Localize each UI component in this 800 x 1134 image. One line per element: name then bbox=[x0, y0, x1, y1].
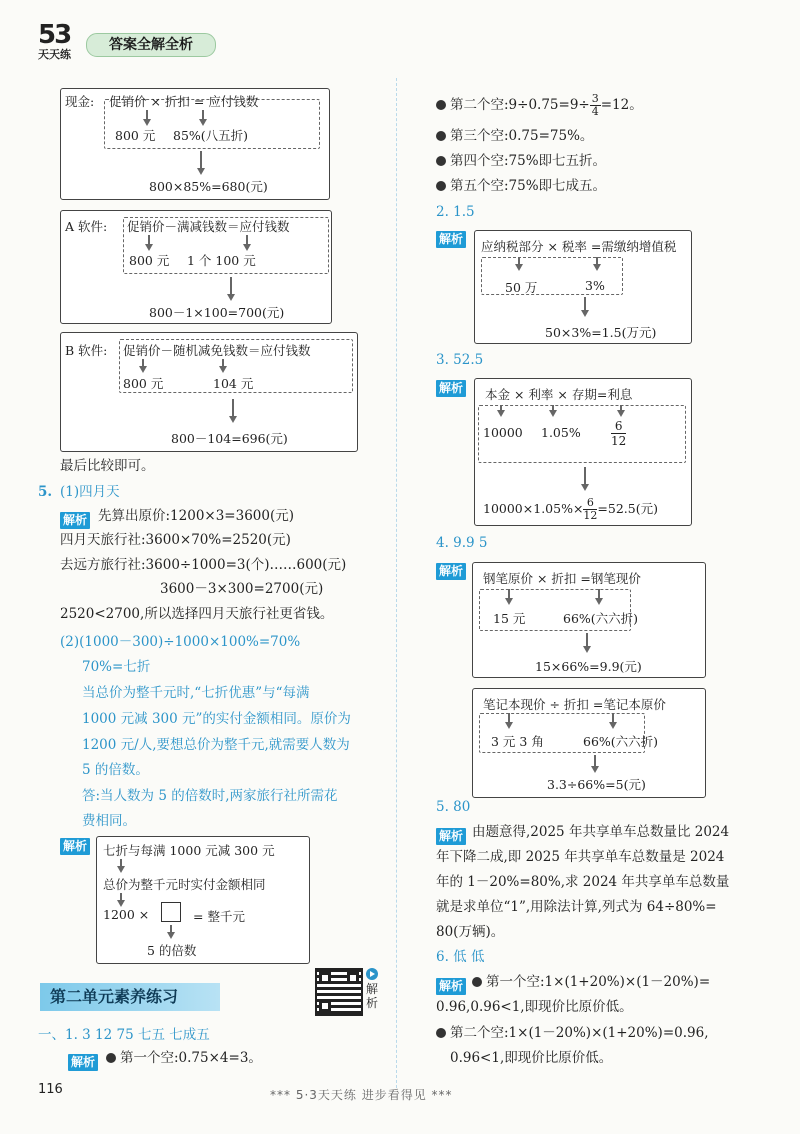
value-price: 800 元 bbox=[115, 128, 156, 143]
analysis-diagram-box bbox=[96, 836, 310, 964]
diagram-line: 1200 × bbox=[103, 907, 150, 922]
value-reduction: 1 个 100 元 bbox=[187, 253, 256, 268]
section-title-bar bbox=[40, 983, 220, 1011]
bullet-icon bbox=[436, 156, 446, 166]
compare-note: 最后比较即可。 bbox=[60, 458, 155, 474]
q6-text: 第二个空:1×(1－20%)×(1+20%)=0.96, bbox=[436, 1023, 709, 1043]
q4-answer: 4. 9.9 5 bbox=[436, 535, 488, 551]
q5-text: 年的 1－20%=80%,求 2024 年共享单车总数量 bbox=[436, 874, 730, 890]
blank-box bbox=[161, 902, 181, 922]
value: 66%(六六折) bbox=[563, 611, 639, 626]
result: 15×66%=9.9(元) bbox=[535, 659, 642, 674]
value: 3% bbox=[585, 278, 605, 293]
bullet-icon bbox=[436, 1028, 446, 1038]
analysis-tag: 解析 bbox=[60, 509, 90, 529]
tax-box bbox=[474, 230, 692, 344]
right-line: 第二个空:9÷0.75=9÷ $\frac{3}{4}$ =12。 bbox=[436, 93, 643, 118]
q5-number: 5. bbox=[38, 484, 53, 500]
fraction: $\frac{3}{4}$ bbox=[591, 92, 599, 118]
bullet-icon bbox=[472, 977, 482, 987]
diagram-line: 七折与每满 1000 元减 300 元 bbox=[103, 843, 275, 858]
solution-line: 2520<2700,所以选择四月天旅行社更省钱。 bbox=[60, 606, 334, 622]
analysis-tag: 解析 bbox=[436, 560, 466, 580]
right-line: 第四个空:75%即七五折。 bbox=[436, 151, 606, 171]
value-reduction: 104 元 bbox=[213, 376, 254, 391]
value: 50 万 bbox=[505, 280, 538, 295]
formula: 促销价－满减钱数＝应付钱数 bbox=[127, 219, 290, 234]
formula: 应纳税部分 × 税率 =需缴纳增值税 bbox=[481, 239, 677, 254]
q3-answer: 3. 52.5 bbox=[436, 352, 484, 368]
software-b-box bbox=[60, 332, 358, 452]
right-line: 第三个空:0.75=75%。 bbox=[436, 126, 593, 146]
part2-line: (2)(1000－300)÷1000×100%=70% bbox=[60, 634, 301, 650]
part2-line: 费相同。 bbox=[82, 813, 136, 829]
box-label: 现金: bbox=[65, 94, 95, 109]
box-label: B 软件: bbox=[65, 343, 108, 358]
notebook-box bbox=[472, 688, 706, 798]
answer-line: 一、1. 3 12 75 七五 七成五 bbox=[38, 1027, 210, 1043]
answer-analysis: 第一个空:0.75×4=3。 bbox=[106, 1048, 262, 1068]
part2-line: 5 的倍数。 bbox=[82, 762, 149, 778]
q6-text: 第一个空:1×(1+20%)×(1－20%)= bbox=[472, 972, 710, 992]
value: 1.05% bbox=[541, 425, 581, 440]
play-icon[interactable] bbox=[366, 968, 378, 980]
result: 800－104=696(元) bbox=[171, 431, 288, 446]
formula: 钢笔原价 × 折扣 =钢笔现价 bbox=[483, 571, 641, 586]
software-a-box bbox=[60, 210, 332, 324]
bullet-icon bbox=[436, 181, 446, 191]
q5-text: 80(万辆)。 bbox=[436, 924, 505, 940]
bullet-icon bbox=[106, 1053, 116, 1063]
part2-line: 70%=七折 bbox=[82, 659, 151, 675]
section-title: 第二单元素养练习 bbox=[50, 987, 179, 1006]
solution-line: 去远方旅行社:3600÷1000=3(个)……600(元) bbox=[60, 557, 347, 573]
value: 66%(六六折) bbox=[583, 734, 659, 749]
formula: 促销价 × 折扣 = 应付钱数 bbox=[109, 94, 259, 109]
logo bbox=[38, 22, 84, 66]
qr-code[interactable] bbox=[315, 968, 363, 1016]
bullet-icon bbox=[436, 100, 446, 110]
value-price: 800 元 bbox=[129, 253, 170, 268]
q6-text: 0.96,0.96<1,即现价比原价低。 bbox=[436, 999, 633, 1015]
fraction: $\frac{6}{12}$ bbox=[611, 419, 627, 448]
footer-slogan: *** 5·3天天练 进步看得见 *** bbox=[270, 1088, 453, 1102]
q6-answer: 6. 低 低 bbox=[436, 949, 485, 965]
pen-box bbox=[472, 562, 706, 678]
part2-line: 1200 元/人,要想总价为整千元,就需要人数为 bbox=[82, 737, 350, 753]
solution-line: 四月天旅行社:3600×70%=2520(元) bbox=[60, 532, 291, 548]
q2-answer: 2. 1.5 bbox=[436, 204, 475, 220]
analysis-tag: 解析 bbox=[436, 825, 466, 845]
q5-text: 就是求单位“1”,用除法计算,列式为 64÷80%= bbox=[436, 899, 717, 915]
result: 10000×1.05%× $\frac{6}{12}$ =52.5(元) bbox=[483, 496, 658, 522]
q5-right-answer: 5. 80 bbox=[436, 799, 471, 815]
bullet-icon bbox=[436, 131, 446, 141]
formula: 本金 × 利率 × 存期=利息 bbox=[485, 387, 633, 402]
value-price: 800 元 bbox=[123, 376, 164, 391]
column-divider bbox=[396, 78, 397, 1088]
result: 800×85%=680(元) bbox=[149, 179, 268, 194]
analysis-tag: 解析 bbox=[436, 228, 466, 248]
analysis-tag: 解析 bbox=[60, 835, 90, 855]
value: 10000 bbox=[483, 425, 523, 440]
solution-line: 先算出原价:1200×3=3600(元) bbox=[98, 508, 295, 524]
part2-line: 1000 元减 300 元”的实付金额相同。原价为 bbox=[82, 711, 351, 727]
logo-text: 天天练 bbox=[38, 48, 71, 61]
diagram-line: 5 的倍数 bbox=[147, 943, 197, 958]
result: 3.3÷66%=5(元) bbox=[547, 777, 646, 792]
interest-box bbox=[474, 378, 692, 526]
value: 3 元 3 角 bbox=[491, 734, 544, 749]
q5-answer-1: (1)四月天 bbox=[60, 484, 120, 500]
cash-solution-box bbox=[60, 88, 330, 200]
analysis-tag: 解析 bbox=[436, 377, 466, 397]
formula: 笔记本现价 ÷ 折扣 =笔记本原价 bbox=[483, 697, 666, 712]
result: 50×3%=1.5(万元) bbox=[545, 325, 657, 340]
analysis-tag: 解析 bbox=[436, 975, 466, 995]
header-banner bbox=[86, 33, 216, 57]
header-banner-text: 答案全解全析 bbox=[109, 37, 193, 53]
page-number: 116 bbox=[38, 1082, 63, 1097]
value-discount: 85%(八五折) bbox=[173, 128, 249, 143]
logo-number: 53 bbox=[38, 20, 71, 50]
result: 800－1×100=700(元) bbox=[149, 305, 285, 320]
q6-text: 0.96<1,即现价比原价低。 bbox=[450, 1050, 613, 1066]
diagram-line: = 整千元 bbox=[193, 909, 245, 924]
q5-text: 年下降二成,即 2025 年共享单车总数量是 2024 bbox=[436, 849, 725, 865]
right-line: 第五个空:75%即七成五。 bbox=[436, 176, 606, 196]
box-label: A 软件: bbox=[65, 219, 108, 234]
part2-line: 答:当人数为 5 的倍数时,两家旅行社所需花 bbox=[82, 788, 338, 804]
q5-text: 由题意得,2025 年共享单车总数量比 2024 bbox=[472, 824, 730, 840]
solution-line: 3600－3×300=2700(元) bbox=[160, 581, 324, 597]
value: 15 元 bbox=[493, 611, 526, 626]
fraction: $\frac{6}{12}$ bbox=[583, 496, 598, 522]
qr-label: 解析 bbox=[366, 982, 379, 1010]
diagram-line: 总价为整千元时实付金额相同 bbox=[103, 877, 266, 892]
formula: 促销价－随机减免钱数＝应付钱数 bbox=[123, 343, 311, 358]
analysis-tag: 解析 bbox=[68, 1051, 98, 1071]
part2-line: 当总价为整千元时,“七折优惠”与“每满 bbox=[82, 685, 310, 701]
